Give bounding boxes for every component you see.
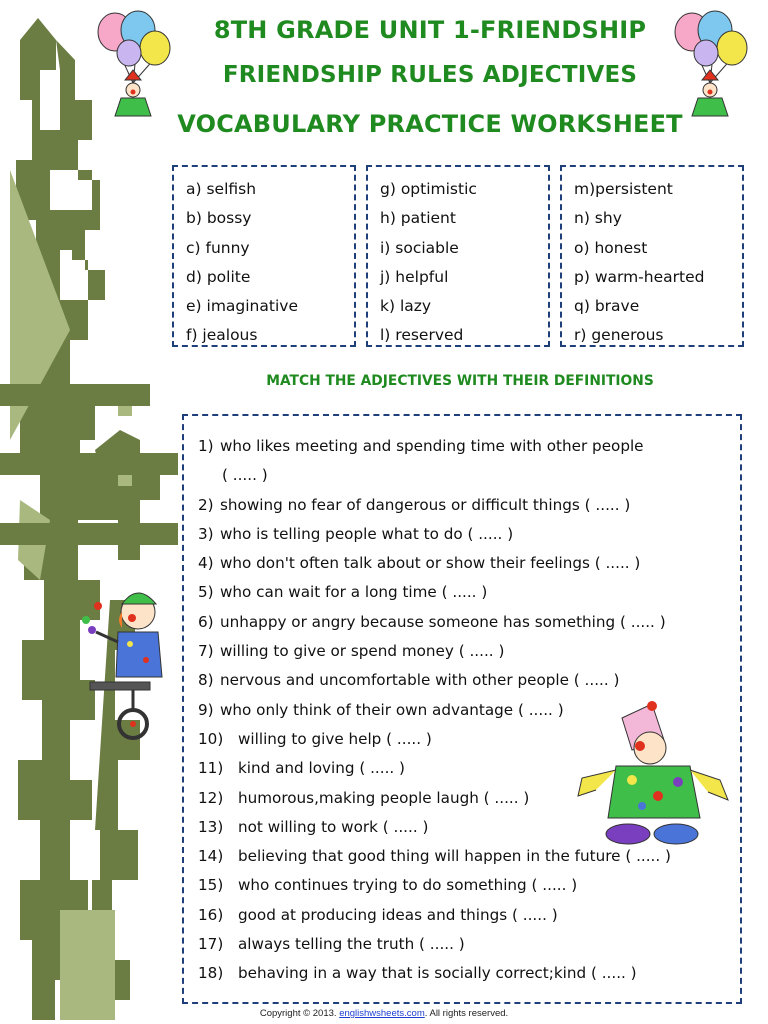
clown-with-hat-illustration bbox=[572, 700, 736, 850]
word-item: g) optimistic bbox=[380, 180, 477, 198]
word-item: p) warm-hearted bbox=[574, 267, 705, 286]
copyright-link[interactable]: englishwsheets.com bbox=[339, 1008, 425, 1019]
definition-item bbox=[198, 901, 740, 930]
definition-item-continuation bbox=[198, 461, 740, 490]
answer-blank[interactable]: ( ..... ) bbox=[222, 466, 268, 485]
word-item: f) jealous bbox=[186, 326, 258, 345]
definition-text: who is telling people what to do bbox=[220, 524, 463, 543]
definition-text: who only think of their own advantage bbox=[220, 700, 514, 719]
definition-item bbox=[198, 959, 740, 988]
answer-blank[interactable]: ( ..... ) bbox=[531, 876, 578, 895]
word-item: j) helpful bbox=[380, 267, 449, 286]
definition-text: who can wait for a long time bbox=[220, 583, 437, 602]
word-item: i) sociable bbox=[380, 238, 459, 257]
definition-text: not willing to work bbox=[238, 817, 378, 836]
answer-blank[interactable]: ( ..... ) bbox=[625, 847, 671, 866]
word-item: c) funny bbox=[186, 238, 250, 257]
word-box-m-r bbox=[560, 165, 744, 347]
definition-item bbox=[198, 666, 740, 695]
copyright-suffix: . All rights reserved. bbox=[424, 1008, 509, 1019]
title-line-1: 8TH GRADE UNIT 1-FRIENDSHIP bbox=[213, 16, 647, 44]
definition-number: 11) bbox=[198, 759, 224, 778]
answer-blank[interactable]: ( ..... ) bbox=[441, 583, 488, 602]
definition-number: 1) bbox=[198, 437, 214, 455]
word-item: b) bossy bbox=[186, 209, 252, 228]
answer-blank[interactable]: ( ..... ) bbox=[386, 729, 432, 748]
definition-number: 9) bbox=[198, 700, 214, 719]
definition-text: kind and loving bbox=[238, 759, 355, 778]
definition-item bbox=[198, 520, 740, 549]
answer-blank[interactable]: ( ..... ) bbox=[359, 759, 405, 778]
word-item: k) lazy bbox=[380, 297, 432, 316]
title-line-2: FRIENDSHIP RULES ADJECTIVES bbox=[222, 62, 638, 88]
definition-text: willing to give or spend money bbox=[220, 642, 454, 661]
definition-item bbox=[198, 432, 740, 461]
word-item: d) polite bbox=[186, 267, 251, 286]
answer-blank[interactable]: ( ..... ) bbox=[619, 612, 666, 631]
decorative-left-ribbon bbox=[0, 0, 180, 1024]
answer-blank[interactable]: ( ..... ) bbox=[467, 524, 514, 543]
definition-number: 3) bbox=[198, 524, 214, 543]
word-item: l) reserved bbox=[380, 326, 464, 345]
definition-number: 13) bbox=[198, 817, 224, 836]
definition-number: 15) bbox=[198, 876, 224, 895]
answer-blank[interactable]: ( ..... ) bbox=[483, 788, 530, 807]
definition-number: 5) bbox=[198, 583, 214, 602]
word-item: q) brave bbox=[574, 297, 640, 316]
title-line-3: VOCABULARY PRACTICE WORKSHEET bbox=[177, 110, 683, 138]
definition-number: 4) bbox=[198, 554, 214, 573]
definition-number: 14) bbox=[198, 847, 224, 866]
answer-blank[interactable]: ( ..... ) bbox=[382, 817, 429, 836]
word-item: m)persistent bbox=[574, 180, 673, 198]
definition-item bbox=[198, 491, 740, 520]
definition-text: nervous and uncomfortable with other people bbox=[220, 671, 569, 690]
answer-blank[interactable]: ( ..... ) bbox=[512, 905, 558, 924]
definition-number: 7) bbox=[198, 642, 214, 661]
copyright-notice bbox=[0, 1008, 768, 1019]
definition-number: 16) bbox=[198, 905, 224, 924]
definition-text: unhappy or angry because someone has something bbox=[220, 612, 616, 631]
definition-item bbox=[198, 608, 740, 637]
definition-number: 10) bbox=[198, 729, 224, 748]
definition-item bbox=[198, 637, 740, 666]
answer-blank[interactable]: ( ..... ) bbox=[590, 964, 637, 983]
definition-text: behaving in a way that is socially correct;kind bbox=[238, 964, 587, 983]
definition-number: 18) bbox=[198, 964, 224, 983]
word-item: a) selfish bbox=[186, 180, 257, 198]
definition-text: good at producing ideas and things bbox=[238, 905, 508, 924]
definition-text: willing to give help bbox=[238, 729, 382, 748]
answer-blank[interactable]: ( ..... ) bbox=[573, 671, 620, 690]
word-item: r) generous bbox=[574, 326, 664, 345]
definition-text: showing no fear of dangerous or difficult things bbox=[220, 495, 580, 514]
definition-item bbox=[198, 549, 740, 578]
definition-number: 2) bbox=[198, 495, 214, 514]
answer-blank[interactable]: ( ..... ) bbox=[419, 935, 465, 954]
answer-blank[interactable]: ( ..... ) bbox=[517, 700, 564, 719]
definition-item bbox=[198, 871, 740, 900]
definition-number: 12) bbox=[198, 788, 224, 807]
definition-text: who continues trying to do something bbox=[238, 876, 527, 895]
match-instructions-heading: MATCH THE ADJECTIVES WITH THEIR DEFINITIONS bbox=[266, 373, 654, 389]
definition-item bbox=[198, 578, 740, 607]
definition-number: 8) bbox=[198, 671, 214, 690]
definition-number: 17) bbox=[198, 935, 224, 954]
word-item: n) shy bbox=[574, 209, 622, 228]
word-box-g-l bbox=[366, 165, 550, 347]
word-item: o) honest bbox=[574, 238, 648, 257]
word-box-a-f bbox=[172, 165, 356, 347]
definition-text: who likes meeting and spending time with other people bbox=[220, 437, 644, 455]
word-item: h) patient bbox=[380, 209, 456, 228]
answer-blank[interactable]: ( ..... ) bbox=[594, 554, 641, 573]
definition-number: 6) bbox=[198, 612, 214, 631]
word-item: e) imaginative bbox=[186, 297, 298, 316]
answer-blank[interactable]: ( ..... ) bbox=[584, 495, 631, 514]
definition-text: humorous,making people laugh bbox=[238, 788, 479, 807]
definition-item bbox=[198, 930, 740, 959]
definition-text: believing that good thing will happen in the future bbox=[238, 847, 621, 866]
definition-text: who don't often talk about or show their feelings bbox=[220, 554, 590, 573]
answer-blank[interactable]: ( ..... ) bbox=[458, 642, 505, 661]
definition-text: always telling the truth bbox=[238, 935, 415, 954]
unicycle-clown-illustration bbox=[78, 582, 183, 742]
copyright-prefix: Copyright © 2013. bbox=[259, 1008, 340, 1019]
